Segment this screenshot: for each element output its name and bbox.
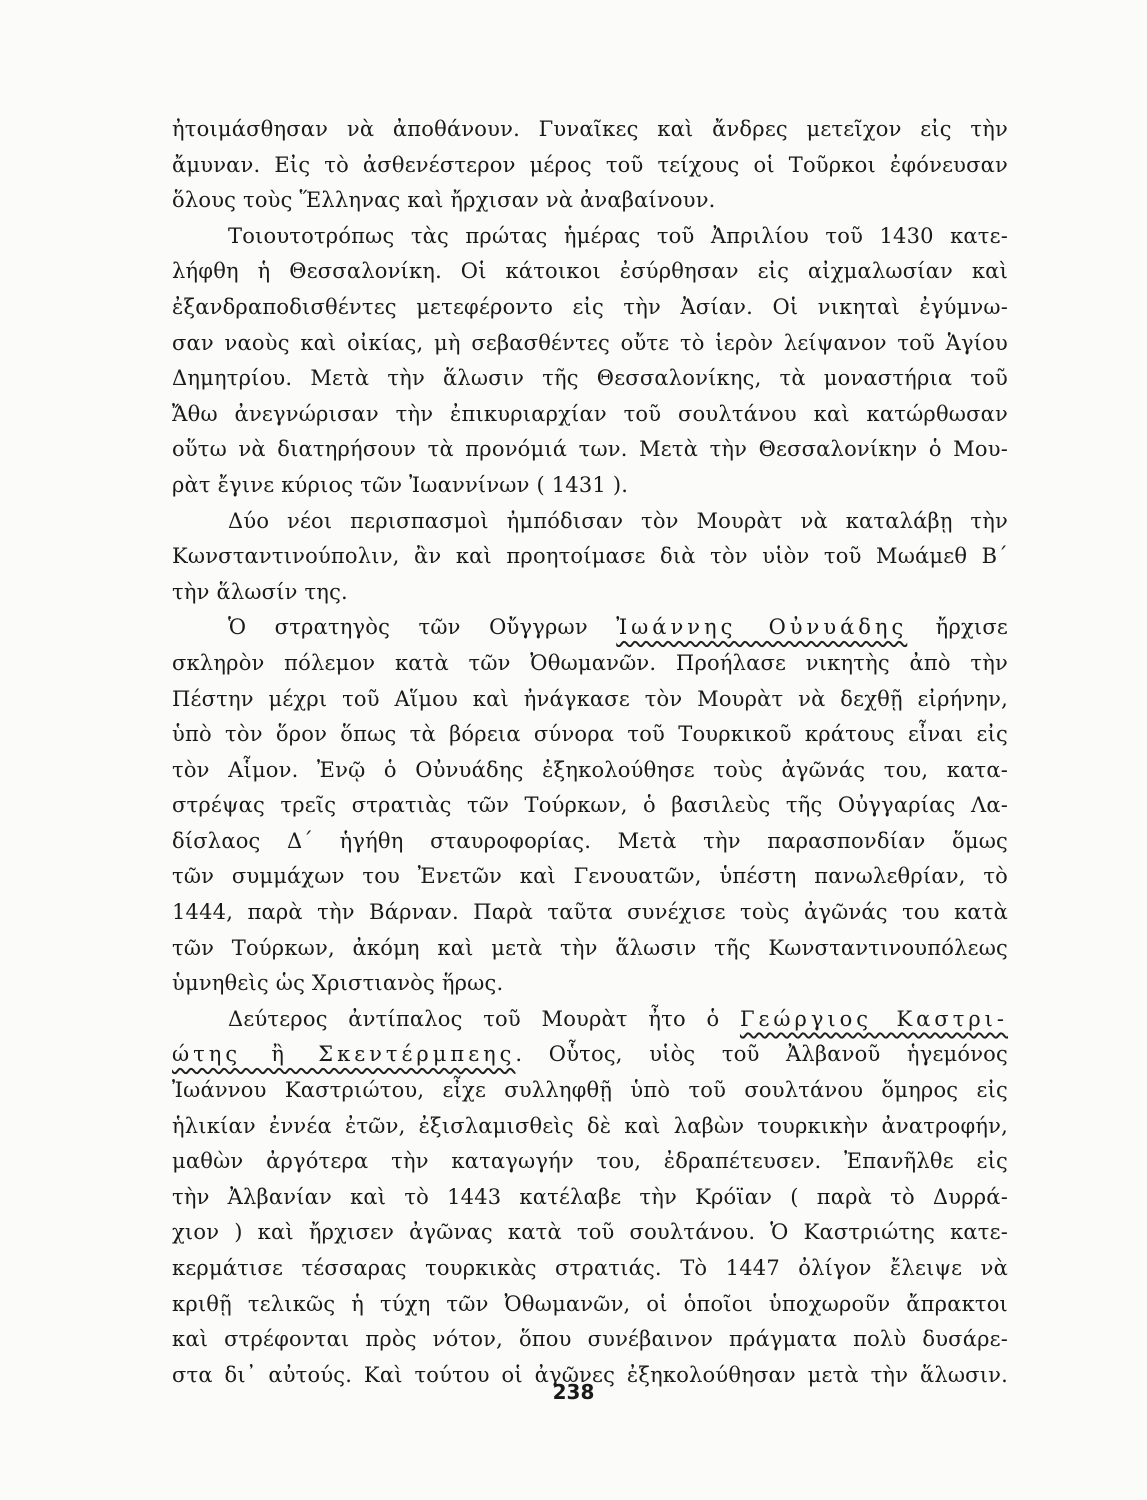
text-line: Πέστην μέχρι τοῦ Αἵμου καὶ ἠνάγκασε τὸν Μουρὰτ νὰ δεχθῇ εἰρήνην, <box>172 686 1008 711</box>
text-line: τὴν ἅλωσίν της. <box>172 579 348 604</box>
text-line: καὶ στρέφονται πρὸς νότον, ὅπου συνέβαινον πράγματα πολὺ δυσάρε- <box>172 1327 1008 1352</box>
text-line <box>172 610 1008 646</box>
text-line: τὸν Αἷμον. Ἐνῷ ὁ Οὐνυάδης ἐξηκολούθησε τοὺς ἀγῶνάς του, κατα- <box>172 757 1008 782</box>
text-line <box>172 1037 1008 1073</box>
text-line: τῶν Τούρκων, ἀκόμη καὶ μετὰ τὴν ἅλωσιν τῆς Κωνσταντινουπόλεως <box>172 935 1008 960</box>
line-segment: . Οὗτος, υἱὸς τοῦ Ἀλβανοῦ ἡγεμόνος <box>515 1042 1008 1067</box>
handwritten-underlined-name: Ἰωάννης Οὐνυάδης <box>616 615 908 640</box>
line-segment: Δεύτερος ἀντίπαλος τοῦ Μουρὰτ ἦτο ὁ <box>228 1006 740 1031</box>
body-text <box>172 112 1008 1393</box>
text-line: ἐξανδραποδισθέντες μετεφέροντο εἰς τὴν Ἀσίαν. Οἱ νικηταὶ ἐγύμνω- <box>172 294 1008 319</box>
text-line: σκληρὸν πόλεμον κατὰ τῶν Ὀθωμανῶν. Προήλασε νικητὴς ἀπὸ τὴν <box>172 650 1008 675</box>
line-segment: Ὁ στρατηγὸς τῶν Οὔγγρων <box>228 615 617 640</box>
text-line: οὕτω νὰ διατηρήσουν τὰ προνόμιά των. Μετὰ τὴν Θεσσαλονίκην ὁ Μου- <box>172 437 1008 462</box>
text-line: Δύο νέοι περισπασμοὶ ἠμπόδισαν τὸν Μουρὰτ νὰ καταλάβῃ τὴν <box>228 508 1008 533</box>
text-line: μαθὼν ἀργότερα τὴν καταγωγήν του, ἐδραπέτευσεν. Ἐπανῆλθε εἰς <box>172 1149 1008 1174</box>
text-line: στα δι᾿ αὐτούς. Καὶ τούτου οἱ ἀγῶνες ἐξηκολούθησαν μετὰ τὴν ἅλωσιν. <box>172 1362 1008 1387</box>
text-line: κερμάτισε τέσσαρας τουρκικὰς στρατιάς. Τὸ 1447 ὀλίγον ἔλειψε νὰ <box>172 1256 1008 1280</box>
line-segment: ἤρχισε <box>907 615 1008 640</box>
text-line: ὑμνηθεὶς ὡς Χριστιανὸς ἥρως. <box>172 971 504 996</box>
handwritten-underlined-name: ώτης ἢ Σκεντέρμπεης <box>172 1042 516 1067</box>
text-line: δίσλαος Δ´ ἡγήθη σταυροφορίας. Μετὰ τὴν παρασπονδίαν ὅμως <box>172 828 1008 853</box>
text-line: τὴν Ἀλβανίαν καὶ τὸ 1443 κατέλαβε τὴν Κρόϊαν ( παρὰ τὸ Δυρρά- <box>172 1184 1008 1209</box>
text-line: στρέψας τρεῖς στρατιὰς τῶν Τούρκων, ὁ βασιλεὺς τῆς Οὐγγαρίας Λα- <box>172 793 1008 818</box>
text-line <box>172 1002 1008 1038</box>
text-line: Ἰωάννου Καστριώτου, εἶχε συλληφθῇ ὑπὸ τοῦ σουλτάνου ὅμηρος εἰς <box>172 1078 1008 1103</box>
text-line: λήφθη ἡ Θεσσαλονίκη. Οἱ κάτοικοι ἐσύρθησαν εἰς αἰχμαλωσίαν καὶ <box>172 259 1008 284</box>
text-line: ὅλους τοὺς Ἕλληνας καὶ ἤρχισαν νὰ ἀναβαίνουν. <box>172 188 716 213</box>
text-line: ὑπὸ τὸν ὅρον ὅπως τὰ βόρεια σύνορα τοῦ Τουρκικοῦ κράτους εἶναι εἰς <box>172 722 1008 747</box>
text-line: Δημητρίου. Μετὰ τὴν ἅλωσιν τῆς Θεσσαλονίκης, τὰ μοναστήρια τοῦ <box>172 366 1008 391</box>
text-line: Ἄθω ἀνεγνώρισαν τὴν ἐπικυριαρχίαν τοῦ σουλτάνου καὶ κατώρθωσαν <box>172 401 1008 426</box>
text-line: σαν ναοὺς καὶ οἰκίας, μὴ σεβασθέντες οὔτε τὸ ἱερὸν λείψανον τοῦ Ἁγίου <box>172 330 1008 355</box>
text-line: κριθῇ τελικῶς ἡ τύχη τῶν Ὀθωμανῶν, οἱ ὁποῖοι ὑποχωροῦν ἄπρακτοι <box>172 1291 1008 1316</box>
text-line: ἠτοιμάσθησαν νὰ ἀποθάνουν. Γυναῖκες καὶ ἄνδρες μετεῖχον εἰς τὴν <box>172 117 1008 141</box>
text-line: χιον ) καὶ ἤρχισεν ἀγῶνας κατὰ τοῦ σουλτάνου. Ὁ Καστριώτης κατε- <box>172 1220 1008 1245</box>
text-line: Τοιουτοτρόπως τὰς πρώτας ἡμέρας τοῦ Ἀπριλίου τοῦ 1430 κατε- <box>228 223 1008 248</box>
text-line: τῶν συμμάχων του Ἐνετῶν καὶ Γενουατῶν, ὑπέστη πανωλεθρίαν, τὸ <box>172 864 1008 889</box>
text-line: Κωνσταντινούπολιν, ἂν καὶ προητοίμασε διὰ τὸν υἱὸν τοῦ Μωάμεθ Β´ <box>172 544 1008 569</box>
page-number: 238 <box>552 1380 595 1404</box>
text-line: ἡλικίαν ἐννέα ἐτῶν, ἐξισλαμισθεὶς δὲ καὶ λαβὼν τουρκικὴν ἀνατροφήν, <box>172 1113 1008 1138</box>
text-line: 1444, παρὰ τὴν Βάρναν. Παρὰ ταῦτα συνέχισε τοὺς ἀγῶνάς του κατὰ <box>172 900 1008 925</box>
text-line: ἄμυναν. Εἰς τὸ ἀσθενέστερον μέρος τοῦ τείχους οἱ Τοῦρκοι ἐφόνευσαν <box>172 152 1008 177</box>
text-line: ρὰτ ἔγινε κύριος τῶν Ἰωαννίνων ( 1431 ). <box>172 472 629 497</box>
handwritten-underlined-name: Γεώργιος Καστρι- <box>739 1006 1008 1031</box>
